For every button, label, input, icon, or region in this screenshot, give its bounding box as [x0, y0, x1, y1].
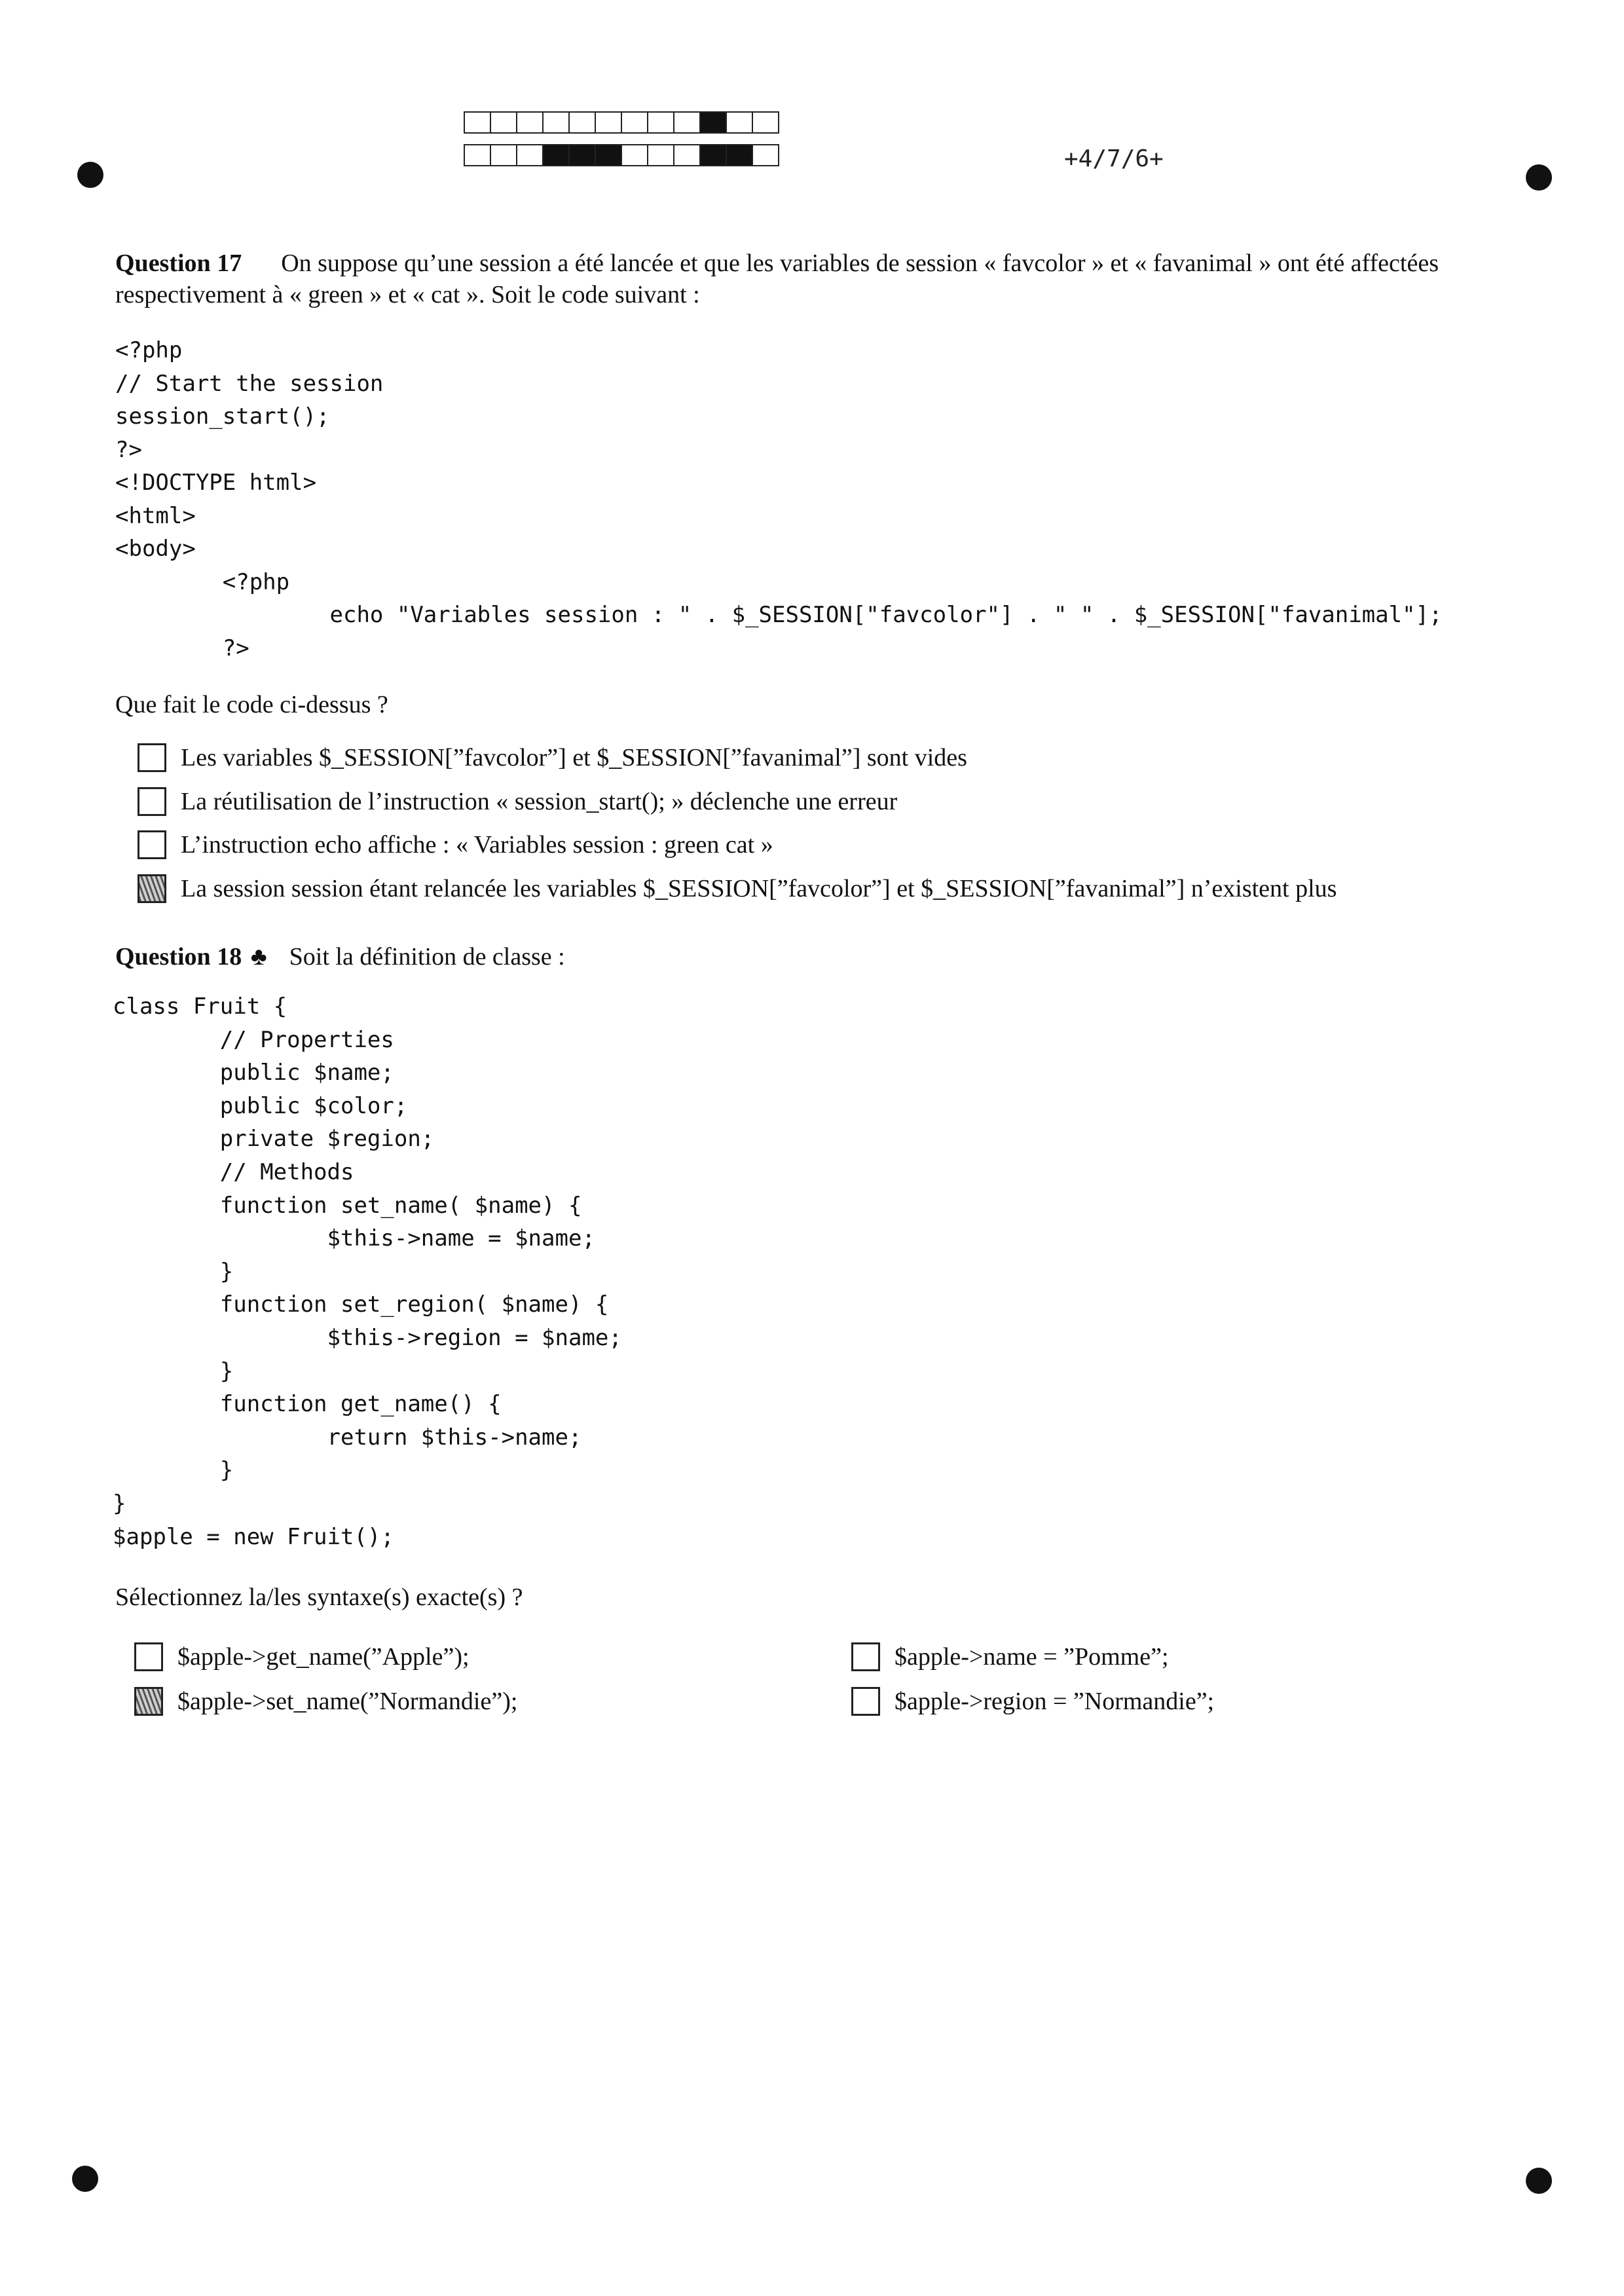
q17-answer-4-text: La session session étant relancée les variables $_SESSION[”favcolor”] et $_SESSION[”favanimal”] n’existent plus [181, 875, 1337, 902]
id-code-box-1-7 [621, 111, 648, 134]
q18-answer-1-text: $apple->get_name(”Apple”); [177, 1643, 470, 1671]
id-code-box-2-9 [673, 144, 701, 166]
registration-mark-top-right [1526, 164, 1552, 191]
question-17-code: <?php // Start the session session_start(); ?> <!DOCTYPE html> <html> <body> <?php echo "Variables session : " . $_SESSION["favcolor"] . " " . $_SESSION["favanimal"]; ?> [115, 337, 1443, 661]
id-code-box-2-8 [647, 144, 674, 166]
question-18-label [115, 943, 267, 971]
registration-mark-bottom-left [72, 2166, 98, 2192]
id-code-box-2-3 [516, 144, 544, 166]
id-code-box-1-10 [699, 111, 727, 134]
q18-answer-2-checkbox[interactable] [134, 1687, 163, 1716]
q18-answer-4[interactable] [851, 1687, 1214, 1716]
id-code-box-1-9 [673, 111, 701, 134]
q18-answer-3-checkbox[interactable] [851, 1642, 880, 1671]
q17-answer-3[interactable] [138, 830, 773, 859]
id-code-box-1-12 [752, 111, 779, 134]
id-code-box-2-4 [542, 144, 570, 166]
id-code-box-2-6 [595, 144, 622, 166]
q17-answer-3-text: L’instruction echo affiche : « Variables session : green cat » [181, 831, 773, 859]
question-17-text: On suppose qu’une session a été lancée et que les variables de session « favcolor » et « favanimal » ont été affectées respectivement à « green » et « cat ». Soit le code suivant : [115, 250, 1439, 308]
id-code-box-1-5 [568, 111, 596, 134]
id-code-box-2-2 [490, 144, 517, 166]
id-code-box-1-6 [595, 111, 622, 134]
q17-answer-1-checkbox[interactable] [138, 743, 166, 772]
q17-answer-3-checkbox[interactable] [138, 830, 166, 859]
question-18-text: Soit la définition de classe : [289, 943, 565, 971]
question-17-label: Question 17 [115, 250, 242, 277]
id-code-box-1-8 [647, 111, 674, 134]
q18-answer-1-checkbox[interactable] [134, 1642, 163, 1671]
id-code-box-2-12 [752, 144, 779, 166]
q18-answer-3[interactable] [851, 1642, 1169, 1671]
q18-answer-2[interactable] [134, 1687, 517, 1716]
id-code-box-1-4 [542, 111, 570, 134]
q18-answer-4-checkbox[interactable] [851, 1687, 880, 1716]
q17-answer-4-checkbox[interactable] [138, 874, 166, 903]
id-code-box-1-11 [726, 111, 753, 134]
id-code-boxes-row-2 [465, 144, 779, 169]
question-17-prompt: Que fait le code ci-dessus ? [115, 691, 388, 718]
registration-mark-top-left [77, 162, 103, 188]
id-code-box-2-11 [726, 144, 753, 166]
id-code-box-1-3 [516, 111, 544, 134]
id-code-box-2-5 [568, 144, 596, 166]
id-code-box-2-1 [464, 144, 491, 166]
id-code-box-1-2 [490, 111, 517, 134]
question-18-label-text: Question 18 [115, 943, 242, 971]
exam-code: +4/7/6+ [1064, 145, 1164, 172]
club-icon: ♣ [250, 943, 267, 971]
id-code-boxes-row-1 [465, 111, 779, 136]
q17-answer-2[interactable] [138, 787, 897, 816]
q17-answer-1-text: Les variables $_SESSION[”favcolor”] et $_SESSION[”favanimal”] sont vides [181, 744, 967, 771]
q17-answer-4[interactable] [138, 874, 1337, 903]
q17-answer-2-checkbox[interactable] [138, 787, 166, 816]
question-18-header [115, 941, 1523, 972]
registration-mark-bottom-right [1526, 2168, 1552, 2194]
q18-answer-1[interactable] [134, 1642, 470, 1671]
id-code-box-2-10 [699, 144, 727, 166]
question-18-prompt: Sélectionnez la/les syntaxe(s) exacte(s) ? [115, 1583, 523, 1611]
id-code-box-2-7 [621, 144, 648, 166]
question-18-code: class Fruit { // Properties public $name; public $color; private $region; // Methods function set_name( $name) { $this->name = $name; } function set_region( $name) { $this->region = $name; } function get_name() { return $this->name; } } $apple = new Fruit(); [113, 993, 622, 1550]
q18-answer-4-text: $apple->region = ”Normandie”; [895, 1688, 1215, 1715]
id-code-box-1-1 [464, 111, 491, 134]
q17-answer-1[interactable] [138, 743, 967, 772]
q18-answer-2-text: $apple->set_name(”Normandie”); [177, 1688, 518, 1715]
q18-answer-3-text: $apple->name = ”Pomme”; [895, 1643, 1169, 1671]
question-17-header [115, 248, 1523, 310]
q17-answer-2-text: La réutilisation de l’instruction « session_start(); » déclenche une erreur [181, 788, 898, 815]
